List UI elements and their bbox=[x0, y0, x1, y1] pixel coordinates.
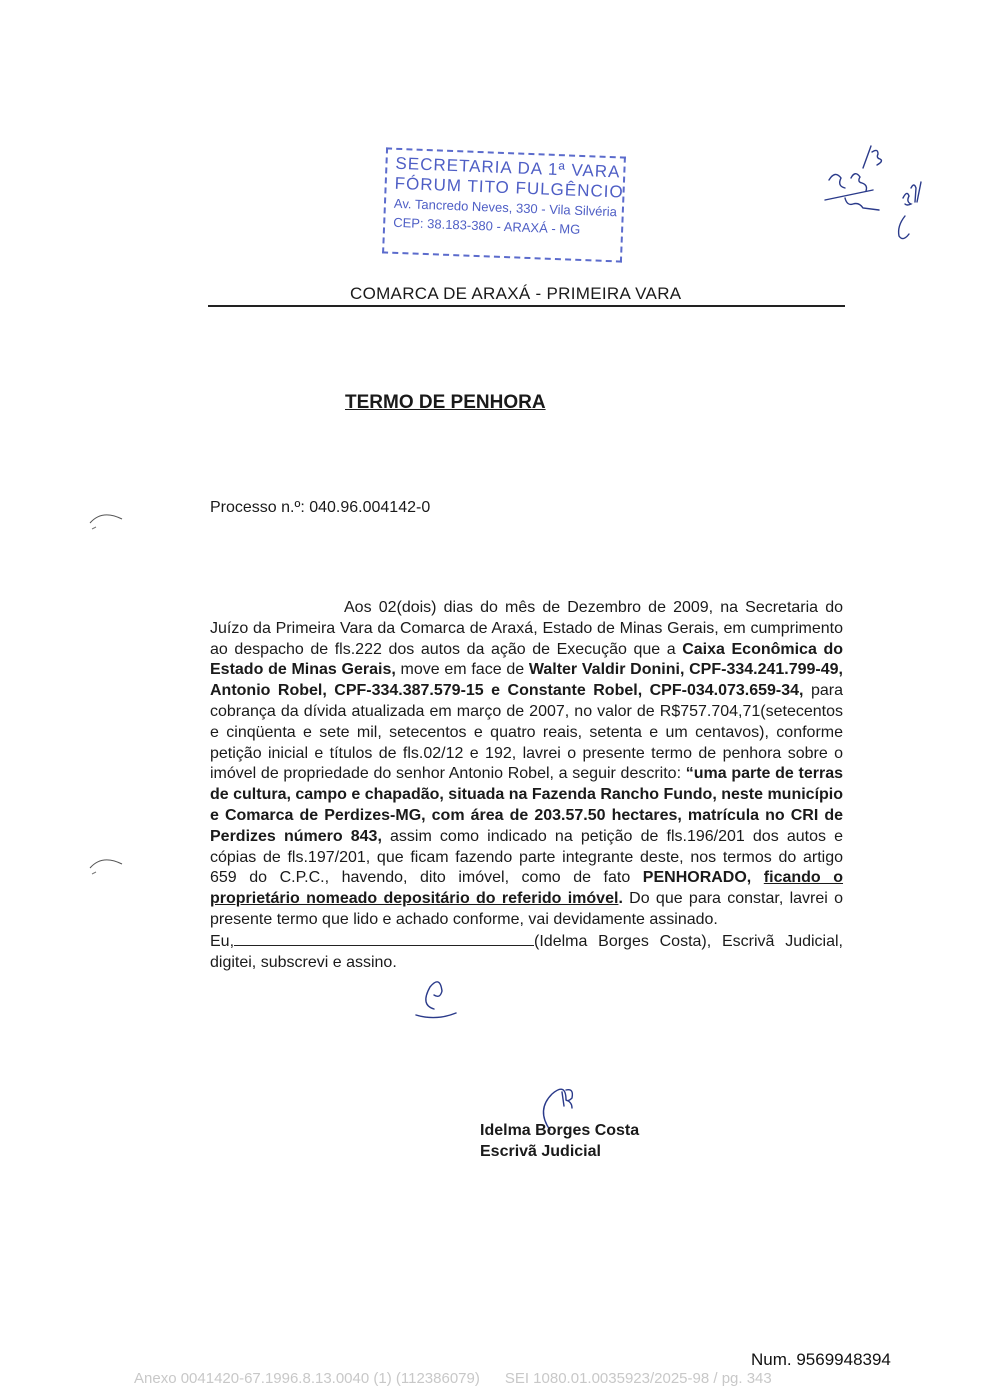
stamp-line-3: Av. Tancredo Neves, 330 - Vila Silvéria bbox=[393, 195, 618, 220]
handwritten-page-mark bbox=[815, 138, 935, 248]
depositary-clause: ficando o proprietário nomeado depositário do referido imóvel bbox=[210, 869, 844, 908]
footer-reference: Anexo 0041420-67.1996.8.13.0040 (1) (112386079) SEI 1080.01.0035923/2025-98 / pg. 343 bbox=[134, 1370, 772, 1387]
signature-blank bbox=[234, 931, 534, 946]
handwritten-initial bbox=[410, 975, 470, 1023]
stamp-line-4: CEP: 38.183-380 - ARAXÁ - MG bbox=[392, 214, 581, 237]
document-body bbox=[210, 598, 843, 973]
margin-mark bbox=[86, 505, 126, 533]
signer-role: Escrivã Judicial bbox=[480, 1143, 601, 1160]
body-paragraph: Aos 02(dois) dias do mês de Dezembro de 2009, na Secretaria do Juízo da Primeira Vara da Comarca de Araxá, Estado de Minas Gerais, em cumprimento ao despacho de fls.222 dos autos da ação de Execução que a Caixa Econômica do Estado de Minas Gerais, move em face de Walter Valdir Donini, CPF-334.241.799-49, Antonio Robel, CPF-334.387.579-15 e Constante Robel, CPF-034.073.659-34, para cobrança da dívida atualizada em março de 2007, no valor de R$757.704,71(setecentos e cinqüenta e sete mil, setecentos e quatro reais, setenta e um centavos), conforme petição inicial e títulos de fls.02/12 e 192, lavrei o presente termo de penhora sobre o imóvel de propriedade do senhor Antonio Robel, a seguir descrito: “uma parte de terras de cultura, campo e chapadão, situada na Fazenda Rancho Fundo, neste município e Comarca de Perdizes-MG, com área de 203.57.50 hectares, matrícula no CRI de Perdizes número 843, assim como indicado na petição de fls.196/201 dos autos e cópias de fls.197/201, que ficam fazendo parte integrante deste, nos termos do artigo 659 do C.P.C., havendo, dito imóvel, como de fato PENHORADO, ficando o proprietário nomeado depositário do referido imóvel. Do que para constar, lavrei o presente termo que lido e achado conforme, vai devidamente assinado. bbox=[210, 599, 844, 928]
stamp-line-1: SECRETARIA DA 1ª VARA bbox=[395, 153, 621, 182]
signer-name: Idelma Borges Costa bbox=[480, 1122, 640, 1139]
process-number: Processo n.º: 040.96.004142-0 bbox=[210, 499, 431, 516]
subscription-line: Eu, (Idelma Borges Costa), Escrivã Judicial, digitei, subscrevi e assino. bbox=[210, 932, 843, 971]
signature-block bbox=[480, 1120, 639, 1162]
document-title: TERMO DE PENHORA bbox=[345, 392, 546, 413]
stamp-line-2: FÓRUM TITO FULGÊNCIO bbox=[394, 173, 624, 202]
document-number: Num. 9569948394 bbox=[751, 1350, 891, 1369]
header-rule bbox=[208, 305, 845, 307]
court-header: COMARCA DE ARAXÁ - PRIMEIRA VARA bbox=[350, 284, 682, 303]
margin-mark bbox=[86, 850, 126, 878]
court-stamp bbox=[382, 147, 626, 262]
